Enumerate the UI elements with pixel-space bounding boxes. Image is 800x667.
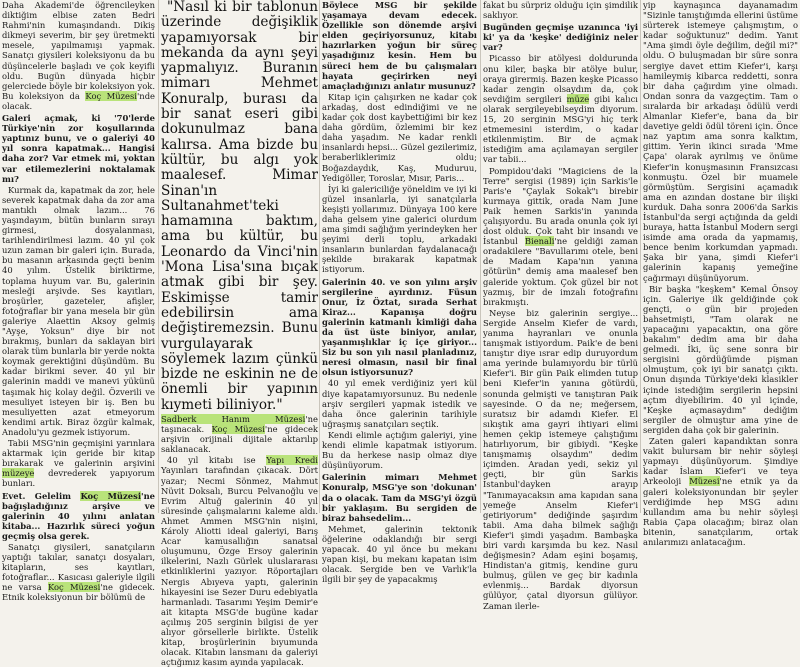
paragraph: 40 yıl emek verdiğiniz yeri kül diye kapatamıyorsunuz. Bu nedenle arşiv sergileri yapmak istedik ve daha önce galerinin tarihiyle uğraşmış sanatçıları seçtik. — [322, 378, 477, 429]
interview-question: Galeri açmak, ki '70'lerde Türkiye'nin zor koşullarında yaptınız bunu, ve o galeriyi 40 yıl sonra kapatmak... Hangisi daha zor? Var etmek mi, yoktan var etilemezlerini noktalamak mı? — [2, 113, 155, 184]
column-1 — [2, 0, 156, 603]
paragraph: Kendi elimle açtığım galeriyi, yine kendi elimle kapatmak istiyorum. Bu da herkese nasip olmaz diye düşünüyorum. — [322, 429, 477, 471]
interview-question: Bugünden geçmişe uzanınca 'iyi ki' ya da 'keşke' dediğiniz neler var? — [483, 22, 638, 53]
column-3 — [322, 0, 477, 585]
column-divider — [480, 0, 481, 513]
paragraph: Zaten galeri kapandıktan sonra vakit bulursam bir nehir söyleşi yapmayı düşünüyorum. Şimdiye kadar İslam Kiefer'i ve teya Arkeoloji Müzesi'ne etnik ya da galeri koleksiyonundan bir şeyler verdiğimde hep MSG adını kullandım ama bu nehir söyleşi Rabia Çapa olacağım; biraz olan bitenin, sanatçılarım, ortak anılarımızı anlatacağım. — [643, 436, 798, 547]
column-divider — [319, 0, 320, 513]
paragraph: yip kaynaşınca dayanamadım "Sizinle tanıştığımda ellerini üstüme sürterek istemeye çalışmıştım, o kadar soğuktunuz" dedim. Yanıt "Ama şimdi öyle değilim, değil mi?" oldu. O buluşmadan bir süre sonra sergiye davet ettim Kiefer'i, karşı hamileymiş kibarca reddetti, sonra bir daha çağırdım yine olmadı. Ondan sonra da vazgeçtim. Tam o sıralarda bir arkadaşı ödülü verdi Almanlar Kiefer'e, bana da bir davetiye geldi ödül töreni için. Önce naz yaptım ama sonra kalktım, gittim. Yerin ikinci sırada 'Mme Çapa' olarak ayrılmış ve önüme Kiefer'in konuşmasının Fransızcası konmuştu. Özel bir muamele görmüştüm. Sergisini açamadık ama en azından dostane bir ilişki kurduk. Daha sonra 2006'da Sarkis İstanbul'da sergi açtığında da geldi buraya, hatta İstanbul Modern sergi isimde ama orada da yapmamış, bence benim korkumdan yapmadı. Şaka bir yana, şimdi Kiefer'i galerinin kapanış yemeğine çağırmayı düşünüyorum. — [643, 0, 798, 283]
paragraph: 40 yıl kitabı ise Yapı Kredi Yayınları tarafından çıkacak. Dört yazar; Necmi Sönmez, Mahmut Nüvit Doksalı, Burcu Pelvanoğlu ve Evrim Altuğ galerinin 40 yıl süresinde çalışmalarını kaleme aldı. Ahmet Ammen MSG'nin nişini, Károly Aliotti ideal galeriyi, Barış Acar kamusallığın sanatsal oluşumunu, Özge Ersoy galerinin ilkelerini, Nazlı Gürlek uluslararası etkinliklerini yazıyor. Röportajları Nergis Abıyeva yaptı, galerinin hikayesini ise Sezer Duru edebiyatla harmanladı. Tasarımı Yeşim Demir'e ait kitapta MSG'de bugüne kadar açılmış 205 serginin bilgisi de yer alıyor görsellerle birlikte. Üstelik kitap, broşürlerinin bıyumunda olacak. Kitabın lansmanı da galeriyi açtığımız kasım ayında yapılacak. — [161, 455, 318, 667]
paragraph: fakat bu sürpriz olduğu için şimdilik saklıyor. — [483, 0, 638, 21]
interview-question: Galerinin mimarı Mehmet Konuralp, MSG'ye son 'dokunan' da o olacak. Tam da MSG'yi özgü bir yaklaşım. Bu sergiden de biraz bahsedelim... — [322, 472, 477, 523]
interview-question: Böylece MSG bir şekilde yaşamaya devam edecek. Özellikle son dönemde arşivi elden geçiriyorsunuz, kitabı hazırlarken yoğun bir süreç yaşadığınız kesin. Hem bu süreci hem de bu çalışmaları hayata geçirirken neyi amaçladığınızı anlatır musunuz? — [322, 0, 477, 91]
paragraph: Bir başka "keşkem" Kemal Önsoy için. Galeriye ilk geldiğinde çok gençti, o gün bir projeden bahsetmişti, "Tam olarak ne yapacağını yapacaktın, ona göre bakalım" dedim ama bir daha gelmedi. İki, üç sene sonra bir sergisini gördüğümde pişman olmuştum, çok iyi bir sanatçı çıktı. Onun dışında Türkiye'deki klasikler içinde istediğim sergilerin hepsini açtım diyebilirim. 40 yıl içinde, "Keşke açmasaydım" dediğim sergiler de olmuştur ama yine de sergiden daha çok bir galerinin. — [643, 283, 798, 435]
paragraph: Tabii MSG'nin geçmişini yarınlara aktarmak için geride bir kitap bırakarak ve galerinin arşivini müzeye devrederek yapıyorum bunları. — [2, 438, 155, 489]
column-5 — [643, 0, 798, 547]
highlight: Yapı Kredi — [266, 455, 318, 466]
paragraph: Kurmak da, kapatmak da zor, hele severek kapatmak daha da zor ama mantıklı olmak lazım... 76 yaşındayım, bütün bunların sırayı girmesi, dosyalanması, tarihlendirilmesi lazım. 40 yıl çok uzun zaman bir galeri için. Burada, bu masanın arkasında geçti benim 40 yılım. Üstelik biriktirme, toplama huyum var. Bu, galerinin mesleği arşivde. Ses kayıtları, broşürler, gazeteler, afişler, fotoğraflar bir yana mesela bir gün galeriye Alaettin Aksoy gelmiş "Ayşe, Yoksun" diye bir not bırakmış, bunları da saklayan biri olarak tüm bunlarla bir yerde nokta koymak gerektiğini düşündüm. Bu kadar birikmi sever. 40 yıl bir galerinin maddi ve manevi yükünü taşımak hiç kolay değil. Özverili ve mesuliyet isteyen bir iş. Ben bu mesuliyetten azat etmeyorum kendimi artık. Biraz özgür kalmak, Anadolu'yu gezmek istiyorum. — [2, 184, 155, 437]
paragraph: Kitap için çalışırken ne kadar çok arkadaş, dost edindiğimi ve ne kadar çok dost kaybettiğimi bir kez daha gördüm, özlemimi bir kez daha yaşadım. Ne kadar renkli insanlardı hepsi... Güzel gezilerimiz, beraberliklerimiz oldu; Boğazdaydık, Kaş, Muduruu, Yedigöller, Toroslar, Mısır, Paris... — [322, 91, 477, 183]
paragraph: Neyse biz galerinin sergiye... Sergide Anselm Kiefer de vardı, yanıma hayranları ve onunla tanışmak istiyordum. Paik'e de beni tanıştır diye ısrar edip duruyordum ama yerinde bulamıyordu bir türlü Kiefer'i. Bir gün Paik elimden tutup beni Kiefer'in yanına götürdü, sonunda gelmişti ve tanıştıran Paik sayesinde. O da ne; meğersem, suratsız bir adamdı Kiefer. El sıkıştık ama gayri ihtiyari elimi hemen çekip istemeye çalıştığımı hatırlıyorum, bir gibiydi. "Keşke tanışmamış olsaydım" dedim içimden. Aradan yedi, sekiz yıl geçti, bir gün Sarkis İstanbul'dayken arayıp "Tanımayacaksın ama kapıdan sana yemeğe Anselm Kiefer'i getiriyorum" dediğinde şaşırdım tabii. Ama daha bilmek sağlığı Kiefer'i şimdi yaşadım. Bambaşka biri vardı karşımda bu kez. Nasıl değişmesin? Adam eşini boşamış, Hindistan'a gitmiş, kendine guru bulmuş, gülen ve geç bir kadınla evlenmiş... Bardak diyorsun gülüyor, çatal diyorsun gülüyor. Zaman ilerle- — [483, 307, 638, 611]
column-2 — [161, 0, 318, 667]
pull-quote: "Nasıl ki bir tablonun üzerinde değişiklik yapamıyorsak bir mekanda da aynı şeyi yapmalıyız. Buranın mimarı Mehmet Konuralp, burası da bir sanat eseri gibi dokunulmaz bana kalırsa. Ama bizde bu kültür, bu algı yok maalesef. Mimar Sinan'ın Sultanahmet'teki hamamına baktım, ama bu kültür, bu Leonardo da Vinci'nin 'Mona Lisa'sına bıçak atmak gibi bir şey. Eskimişse tamir edebilirsin ama değiştiremezsin. Bunu vurgulayarak söylemek lazım çünkü bizde ne eskinin ne de önemli bir yapının kıymeti biliniyor." — [161, 0, 318, 413]
paragraph: İyi ki galericiliğe yöneldim ve iyi ki güzel insanlarla, iyi sanatçılarla keşişti yollarımız. Dünyaya 100 kere daha gelsem yine galerici olurdum ama şimdi sağlığım yerindeyken her şeyimi derli toplu, arkadaki insanların bunlardan faydalanacağı şekilde bırakarak kapatmak istiyorum. — [322, 183, 477, 275]
highlight: Bienali — [524, 236, 555, 247]
paragraph: Sanatçı giysileri, sanatçıların yaptığı takılar, sanatçı dosyaları, kitapların, ses kayıtları, fotoğraflar... Kasıcası galeriyle ilgili ne varsa Koç Müzesi'ne gidecek. Etnik koleksiyonun bir bölümü de — [2, 541, 155, 603]
highlight: Sadberk Hanım Müzesi — [161, 414, 306, 425]
highlight: Müzesi — [689, 476, 720, 487]
highlight: Koç Müzesi — [85, 90, 137, 101]
highlight: Koç Müzesi — [211, 424, 265, 435]
highlight: Koç Müzesi — [80, 490, 142, 501]
highlight: müzeye — [2, 468, 35, 479]
highlight: Koç Müzesi — [47, 582, 101, 593]
highlight: müze — [566, 93, 590, 104]
paragraph: Picasso bir atölyesi doldurunda onu kiler, başka bir atölye bulur, oraya girermiş. Bazen keşke Picasso kadar zengin olsaydım da, çok sevdiğim sergileri müze gibi kalıcı olarak sergileyebilseydim diyorum. 15, 20 serginin MSG'yi hiç terk etmemesini isterdim, o kadar etkilenmiştim. Bir de açmak istediğim ama açılamayan sergiler var tabii... — [483, 53, 638, 165]
column-divider — [158, 0, 159, 513]
interview-question: Galerinin 40. ve son yılını arşiv sergilerine ayırdınız. Füsun Onur, İz Öztat, sırada Serhat Kiraz... Kapanışa doğru galerinin katmanlı kimliği daha da üst üste biniyor, anılar, yaşanmışlıklar iç içe giriyor... Siz bu son yılı nasıl planladınız, neresi olmasın, nasıl bir final olsun istiyorsunuz? — [322, 276, 477, 378]
paragraph: Mehmet, galerinin tektonik öğelerine odaklandığı bir sergi yapacak. 40 yıl önce bu mekanı yapan kişi, bu mekanı kapatan isim olacak. Sergide ben ve Varlık'la ilgili bir şey de yapacakmış — [322, 523, 477, 585]
paragraph: Sadberk Hanım Müzesi'ne taşınacak. Koç Müzesi'ne gidecek arşivin orijinali dijitale aktarılıp saklanacak. — [161, 414, 318, 455]
column-divider — [640, 0, 641, 513]
paragraph: Daha Akademi'de öğrencileyken diktiğim elbise zaten Bedri Rahmi'nin kumaşındandı. Dikiş dikmeyi severim, bir şey üretmekti mesele, yapılmamışı yapmak. Sanatçı giysileri koleksiyonu da bu düşüncelerle başladı ve çok keyifli oldu. Bugün dünyada hiçbir gelerciede böyle bir koleksiyon yok. Bu koleksiyon da Koç Müzesi'nde olacak. — [2, 0, 156, 111]
paragraph: Pompidou'daki "Magiciens de la Terre" sergisi (1989) için Sarkis'le Paris'e "Çaylak Sokak"ı birebir kurmaya gittik, orada Nam June Paik hemen Sarkis'in yanında çalışıyordu. Bu arada onunla çok iyi dost olduk. Çok taht bir insandı ve İstanbul Bienali'ne geldiği zaman oradakilere "Bavullarımı otele, beni de Madam Kapa'nın yanına götürün" demiş ama maalesef ben galeride yoktum. Çok güzel bir not yazmış, bir de imzalı fotoğrafını bırakmıştı. — [483, 165, 638, 307]
interview-question: Evet. Gelelim Koç Müzesi'ne bağışladığınız arşive ve galerinin 40 yılını anlatan kitaba... Hazırlık süreci yoğun geçmiş olsa gerek. — [2, 490, 155, 541]
column-4 — [483, 0, 638, 611]
